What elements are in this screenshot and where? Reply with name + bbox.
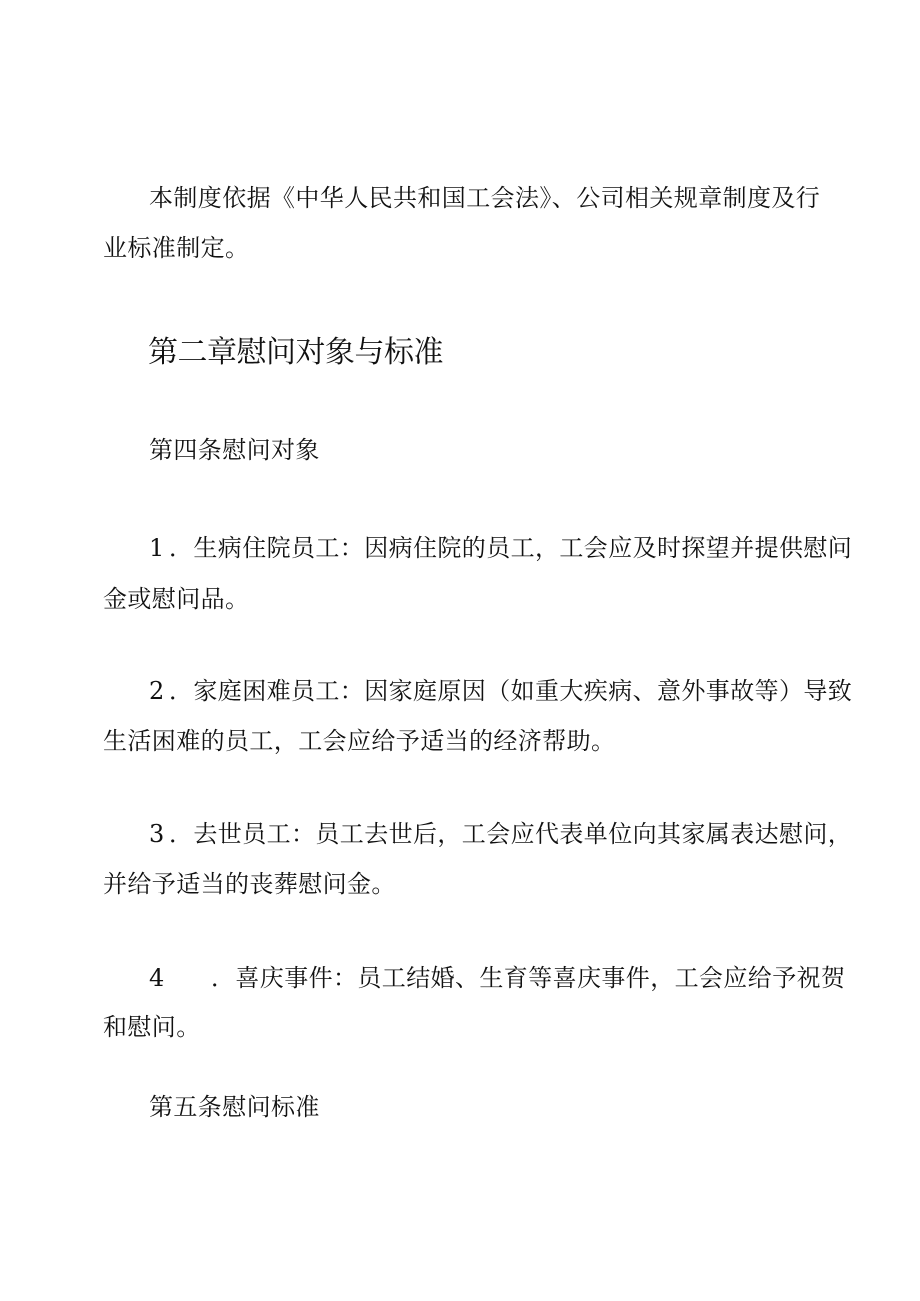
list-item-number: 3	[149, 820, 165, 848]
article-heading-5: 第五条慰问标准	[149, 1093, 320, 1121]
list-item-text: ．生病住院员工：因病住院的员工，工会应及时探望并提供慰问	[169, 534, 853, 562]
list-item-number: 4	[149, 964, 165, 992]
list-item-1-line-2: 金或慰问品。	[103, 585, 250, 613]
paragraph-basis-line-1: 本制度依据《中华人民共和国工会法》、公司相关规章制度及行	[149, 184, 821, 212]
paragraph-basis-line-2: 业标准制定。	[103, 234, 250, 262]
list-item-3-line-1	[149, 822, 869, 846]
list-item-number: 1	[149, 534, 165, 562]
list-item-4-line-2: 和慰问。	[103, 1013, 201, 1041]
list-item-2-line-2: 生活困难的员工，工会应给予适当的经济帮助。	[103, 727, 616, 755]
list-item-text: ．去世员工：员工去世后，工会应代表单位向其家属表达慰问，	[169, 820, 853, 848]
list-item-4-line-1	[149, 966, 869, 990]
list-item-1-line-1	[149, 536, 869, 560]
list-item-3-line-2: 并给予适当的丧葬慰问金。	[103, 870, 396, 898]
list-item-2-line-1	[149, 679, 869, 703]
list-item-text: ．家庭困难员工：因家庭原因（如重大疾病、意外事故等）导致	[169, 677, 853, 705]
list-item-number: 2	[149, 677, 165, 705]
article-heading-4: 第四条慰问对象	[149, 436, 320, 464]
list-item-text: ．喜庆事件：员工结婚、生育等喜庆事件，工会应给予祝贺	[211, 964, 846, 992]
chapter-heading: 第二章慰问对象与标准	[148, 335, 443, 370]
